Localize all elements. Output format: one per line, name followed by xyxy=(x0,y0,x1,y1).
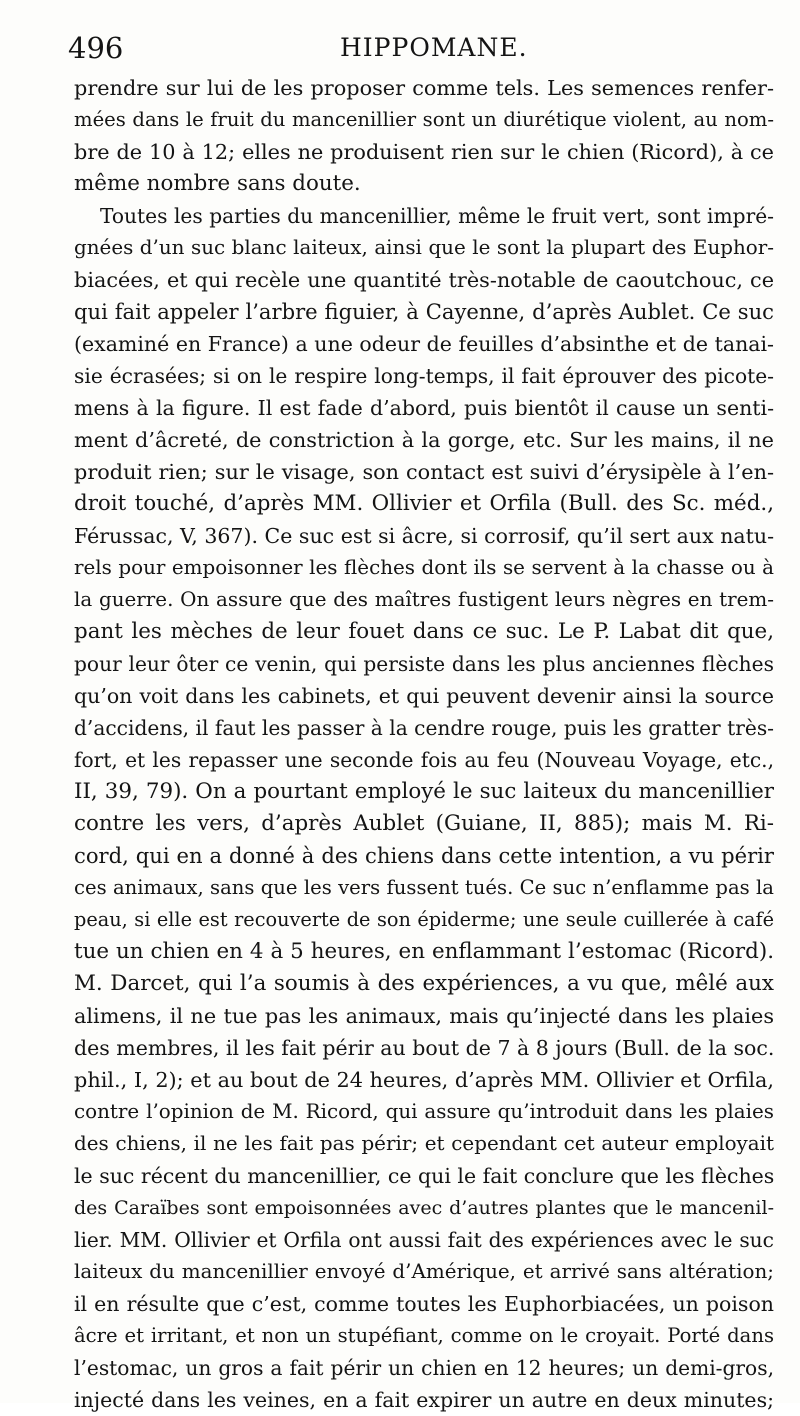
text-line: sie écrasées; si on le respire long-temps, il fait éprouver des picote- xyxy=(74,364,774,388)
text-line: bre de 10 à 12; elles ne produisent rien sur le chien (Ricord), à ce xyxy=(74,140,774,164)
text-line: il en résulte que c’est, comme toutes les Euphorbiacées, un poison xyxy=(74,1292,774,1316)
text-line: laiteux du mancenillier envoyé d’Amérique, et arrivé sans altération; xyxy=(74,1260,774,1283)
text-line: qui fait appeler l’arbre figuier, à Cayenne, d’après Aublet. Ce suc xyxy=(74,299,774,324)
text-line: injecté dans les veines, en a fait expirer un autre en deux minutes; xyxy=(74,1388,774,1412)
text-line: rels pour empoisonner les flèches dont ils se servent à la chasse ou à xyxy=(74,556,774,579)
running-head xyxy=(68,30,770,66)
text-line: mens à la figure. Il est fade d’abord, puis bientôt il cause un senti- xyxy=(74,396,774,420)
text-line: des chiens, il ne les fait pas périr; et cependant cet auteur employait xyxy=(74,1132,774,1155)
text-line: âcre et irritant, et non un stupéfiant, comme on le croyait. Porté dans xyxy=(74,1324,774,1347)
text-line: mées dans le fruit du mancenillier sont un diurétique violent, au nom- xyxy=(74,108,774,131)
text-line: (examiné en France) a une odeur de feuilles d’absinthe et de tanai- xyxy=(74,332,774,356)
text-line: qu’on voit dans les cabinets, et qui peuvent devenir ainsi la source xyxy=(74,684,774,708)
page-number: 496 xyxy=(68,31,124,65)
text-line: contre l’opinion de M. Ricord, qui assure qu’introduit dans les plaies xyxy=(74,1100,774,1123)
text-line: ment d’âcreté, de constriction à la gorge, etc. Sur les mains, il ne xyxy=(74,428,774,452)
text-line: Férussac, V, 367). Ce suc est si âcre, si corrosif, qu’il sert aux natu- xyxy=(74,524,774,548)
text-line: fort, et les repasser une seconde fois au feu (Nouveau Voyage, etc., xyxy=(74,748,774,772)
paragraph-start-line: Toutes les parties du mancenillier, même le fruit vert, sont impré- xyxy=(100,204,774,228)
text-line: le suc récent du mancenillier, ce qui le fait conclure que les flèches xyxy=(74,1164,774,1188)
text-line: produit rien; sur le visage, son contact est suivi d’érysipèle à l’en- xyxy=(74,460,774,484)
text-line: contre les vers, d’après Aublet (Guiane, II, 885); mais M. Ri- xyxy=(74,811,774,836)
text-line: prendre sur lui de les proposer comme tels. Les semences renfer- xyxy=(74,76,774,100)
text-line: II, 39, 79). On a pourtant employé le suc laiteux du mancenillier xyxy=(74,779,774,804)
body-text xyxy=(74,72,774,1416)
text-line: pant les mèches de leur fouet dans ce suc. Le P. Labat dit que, xyxy=(74,619,774,644)
paragraph-end-line: même nombre sans doute. xyxy=(74,171,361,196)
text-line: d’accidens, il faut les passer à la cendre rouge, puis les gratter très- xyxy=(74,716,774,740)
text-line: phil., I, 2); et au bout de 24 heures, d’après MM. Ollivier et Orfila, xyxy=(74,1068,774,1092)
text-line: la guerre. On assure que des maîtres fustigent leurs nègres en trem- xyxy=(74,588,774,611)
text-line: lier. MM. Ollivier et Orfila ont aussi fait des expériences avec le suc xyxy=(74,1228,774,1252)
running-title: HIPPOMANE. xyxy=(340,33,528,62)
text-line: peau, si elle est recouverte de son épiderme; une seule cuillerée à café xyxy=(74,908,774,931)
text-line: des Caraïbes sont empoisonnées avec d’autres plantes que le mancenil- xyxy=(74,1197,774,1219)
text-line: pour leur ôter ce venin, qui persiste dans les plus anciennes flèches xyxy=(74,652,774,676)
text-line: tue un chien en 4 à 5 heures, en enflammant l’estomac (Ricord). xyxy=(74,939,774,964)
text-line: biacées, et qui recèle une quantité très-notable de caoutchouc, ce xyxy=(74,268,774,292)
text-line: l’estomac, un gros a fait périr un chien en 12 heures; un demi-gros, xyxy=(74,1356,774,1380)
text-line: alimens, il ne tue pas les animaux, mais qu’injecté dans les plaies xyxy=(74,1004,774,1028)
text-line: cord, qui en a donné à des chiens dans cette intention, a vu périr xyxy=(74,843,774,868)
text-line: M. Darcet, qui l’a soumis à des expériences, a vu que, mêlé aux xyxy=(74,971,774,996)
text-line: ces animaux, sans que les vers fussent tués. Ce suc n’enflamme pas la xyxy=(74,876,774,899)
text-line: des membres, il les fait périr au bout de 7 à 8 jours (Bull. de la soc. xyxy=(74,1036,774,1060)
text-line: gnées d’un suc blanc laiteux, ainsi que le sont la plupart des Euphor- xyxy=(74,236,774,259)
text-line: droit touché, d’après MM. Ollivier et Orfila (Bull. des Sc. méd., xyxy=(74,491,774,516)
